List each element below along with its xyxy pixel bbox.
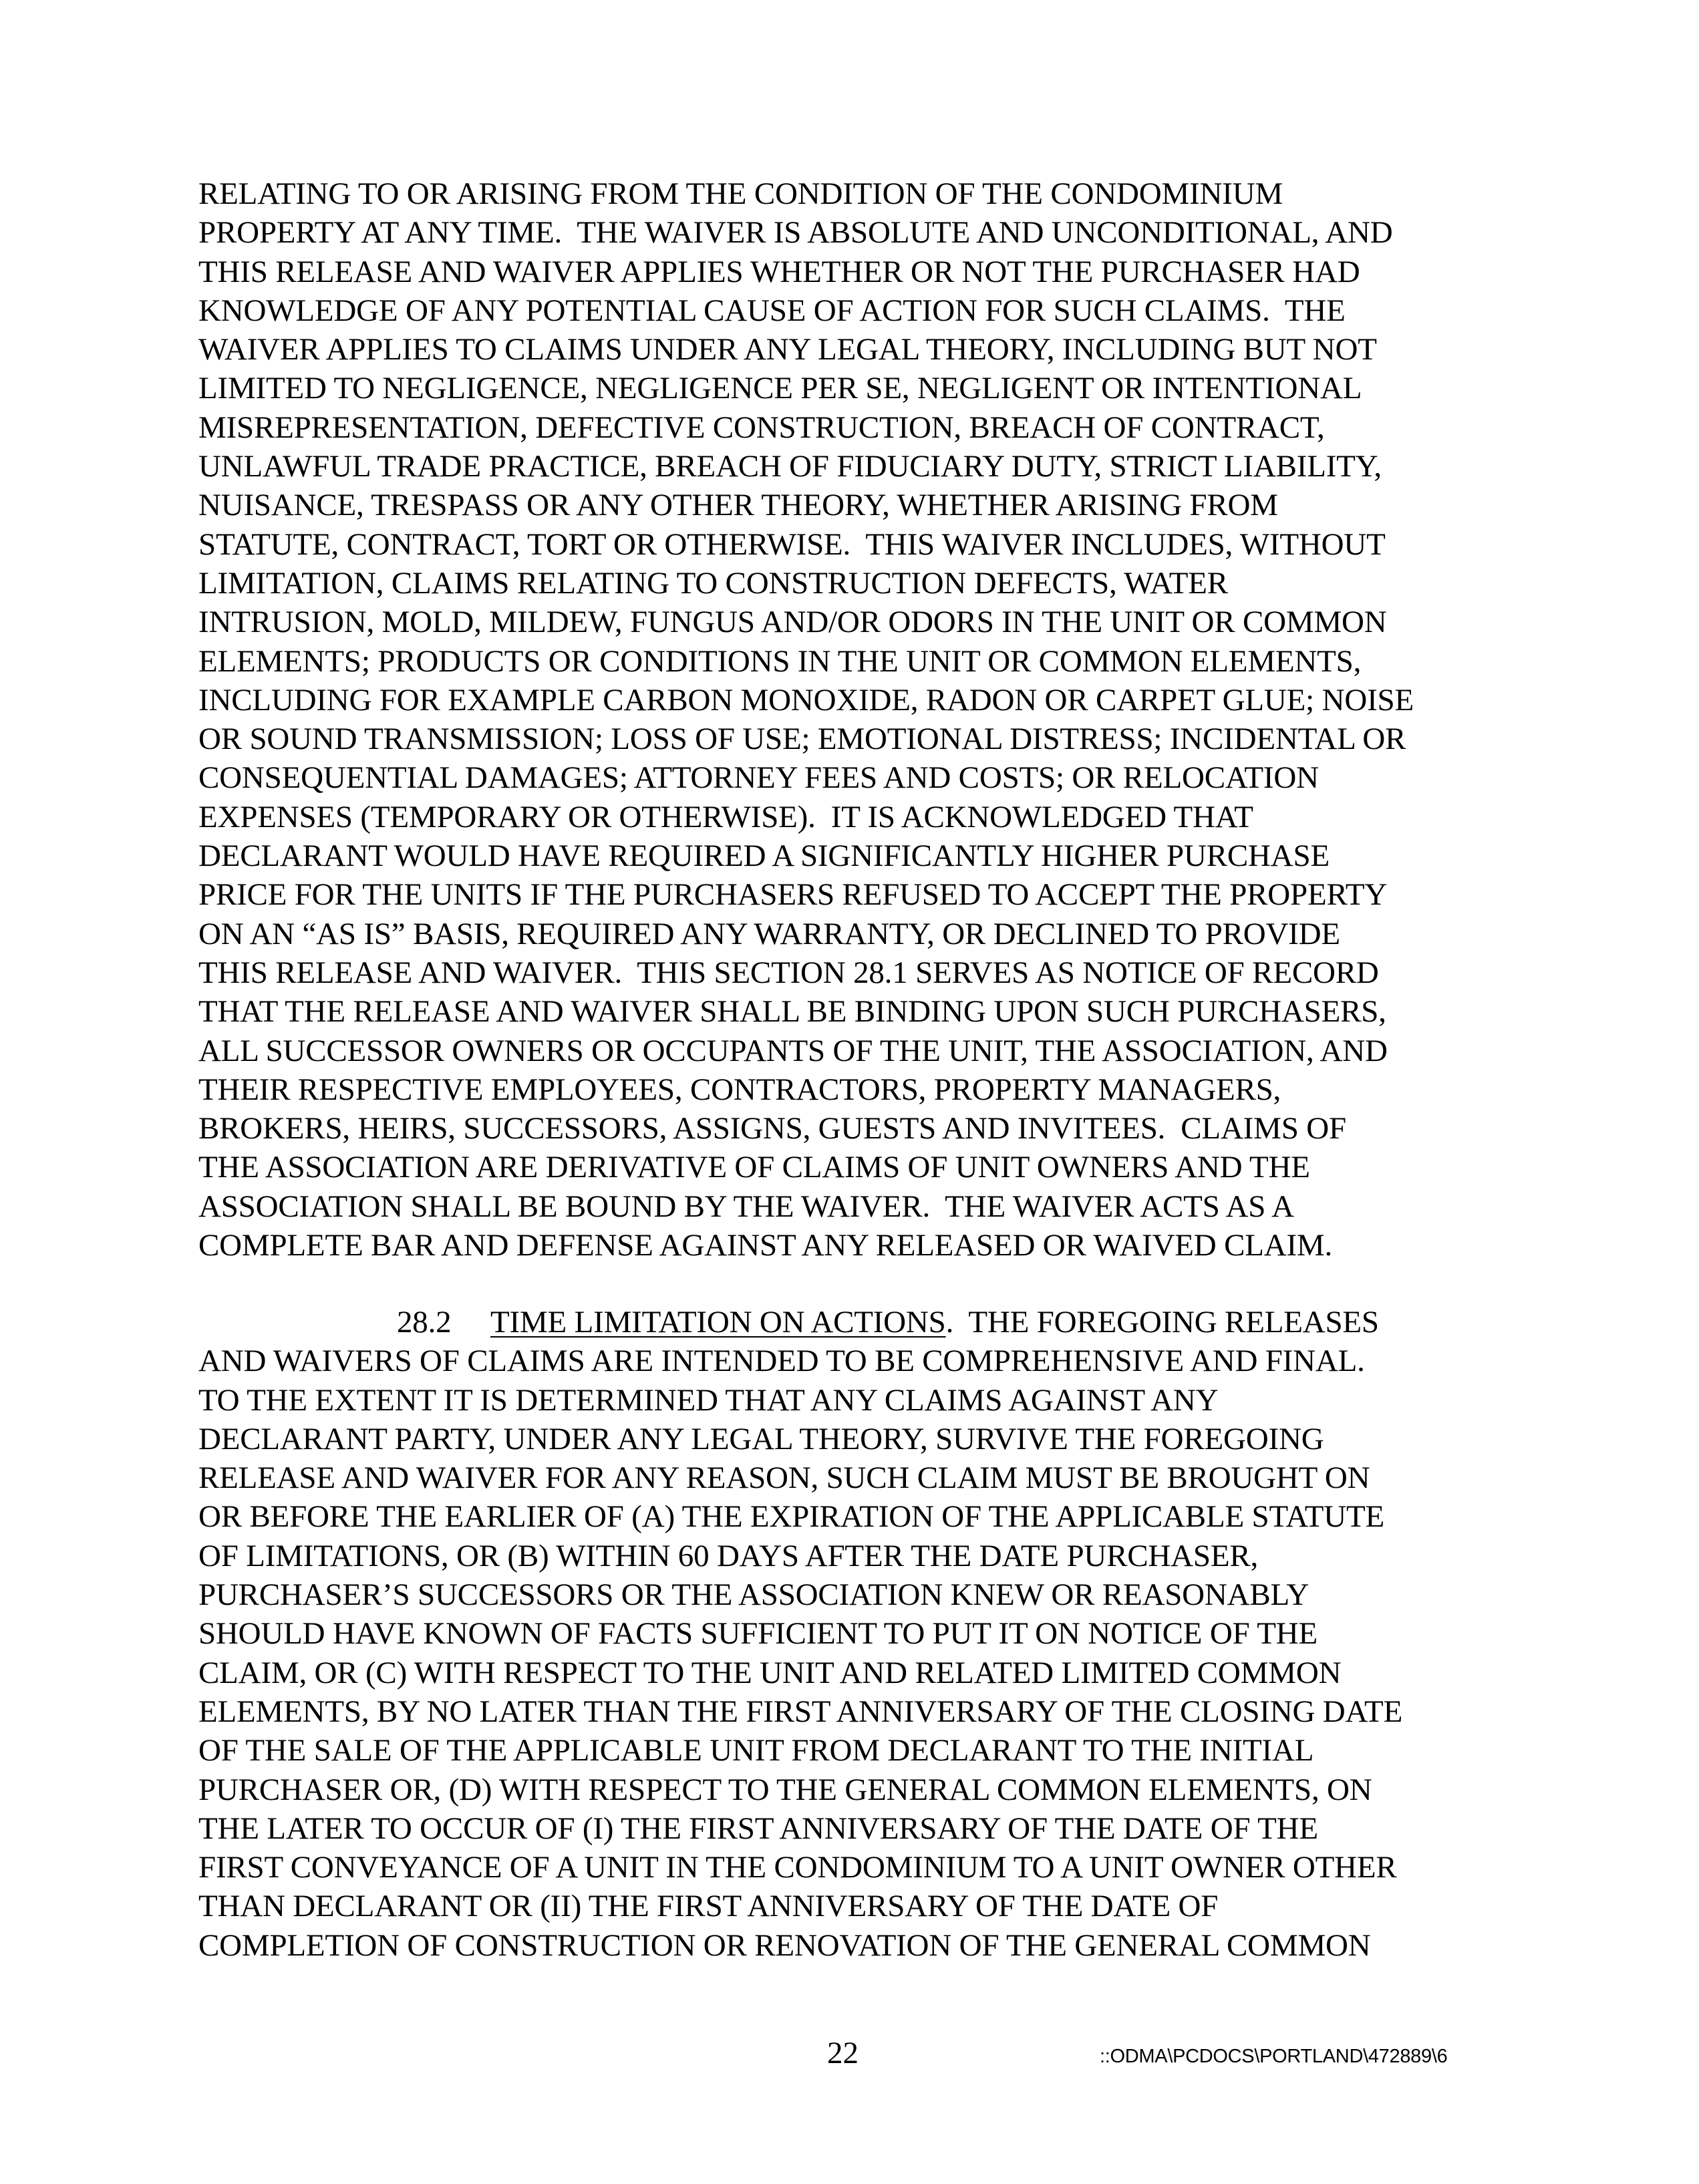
paragraph-line: THE ASSOCIATION ARE DERIVATIVE OF CLAIMS OF UNIT OWNERS AND THE xyxy=(198,1150,1310,1185)
paragraph-line: ON AN “AS IS” BASIS, REQUIRED ANY WARRANTY, OR DECLINED TO PROVIDE xyxy=(198,916,1340,951)
page-number: 22 xyxy=(827,2036,859,2070)
section-heading: TIME LIMITATION ON ACTIONS xyxy=(490,1305,946,1340)
paragraph-line: RELATING TO OR ARISING FROM THE CONDITION OF THE CONDOMINIUM xyxy=(198,176,1283,211)
paragraph-line: PURCHASER’S SUCCESSORS OR THE ASSOCIATION KNEW OR REASONABLY xyxy=(198,1577,1309,1613)
paragraph-line: THEIR RESPECTIVE EMPLOYEES, CONTRACTORS, PROPERTY MANAGERS, xyxy=(198,1072,1281,1107)
paragraph-line: EXPENSES (TEMPORARY OR OTHERWISE). IT IS ACKNOWLEDGED THAT xyxy=(198,799,1253,834)
paragraph-line: COMPLETE BAR AND DEFENSE AGAINST ANY RELEASED OR WAIVED CLAIM. xyxy=(198,1228,1333,1263)
document-id: ::ODMA\PCDOCS\PORTLAND\472889\6 xyxy=(1100,2046,1448,2067)
section-heading-punctuation: . xyxy=(945,1305,954,1340)
paragraph-line: THAT THE RELEASE AND WAIVER SHALL BE BINDING UPON SUCH PURCHASERS, xyxy=(198,994,1386,1030)
paragraph-line: ALL SUCCESSOR OWNERS OR OCCUPANTS OF THE UNIT, THE ASSOCIATION, AND xyxy=(198,1033,1388,1068)
paragraph-line: THIS RELEASE AND WAIVER. THIS SECTION 28.1 SERVES AS NOTICE OF RECORD xyxy=(198,955,1379,990)
paragraph-line: UNLAWFUL TRADE PRACTICE, BREACH OF FIDUCIARY DUTY, STRICT LIABILITY, xyxy=(198,449,1382,484)
paragraph-line: PROPERTY AT ANY TIME. THE WAIVER IS ABSOLUTE AND UNCONDITIONAL, AND xyxy=(198,215,1393,251)
paragraph-line: DECLARANT WOULD HAVE REQUIRED A SIGNIFICANTLY HIGHER PURCHASE xyxy=(198,838,1330,874)
paragraph-line: FIRST CONVEYANCE OF A UNIT IN THE CONDOMINIUM TO A UNIT OWNER OTHER xyxy=(198,1850,1397,1885)
paragraph-line: DECLARANT PARTY, UNDER ANY LEGAL THEORY, SURVIVE THE FOREGOING xyxy=(198,1421,1324,1456)
section-first-line xyxy=(198,1303,1508,1342)
section-first-line-text: THE FOREGOING RELEASES xyxy=(953,1305,1379,1340)
paragraph-line: LIMITED TO NEGLIGENCE, NEGLIGENCE PER SE, NEGLIGENT OR INTENTIONAL xyxy=(198,371,1362,406)
paragraph-line: LIMITATION, CLAIMS RELATING TO CONSTRUCTION DEFECTS, WATER xyxy=(198,565,1228,601)
paragraph-line: OF LIMITATIONS, OR (B) WITHIN 60 DAYS AFTER THE DATE PURCHASER, xyxy=(198,1538,1259,1573)
paragraph-line: OR SOUND TRANSMISSION; LOSS OF USE; EMOTIONAL DISTRESS; INCIDENTAL OR xyxy=(198,722,1406,757)
paragraph-line: KNOWLEDGE OF ANY POTENTIAL CAUSE OF ACTION FOR SUCH CLAIMS. THE xyxy=(198,293,1346,328)
paragraph-line: INCLUDING FOR EXAMPLE CARBON MONOXIDE, RADON OR CARPET GLUE; NOISE xyxy=(198,682,1414,718)
time-limitation-section xyxy=(198,1303,1508,1965)
paragraph-line: MISREPRESENTATION, DEFECTIVE CONSTRUCTION, BREACH OF CONTRACT, xyxy=(198,410,1325,445)
paragraph-line: CLAIM, OR (C) WITH RESPECT TO THE UNIT AND RELATED LIMITED COMMON xyxy=(198,1655,1342,1690)
paragraph-line: STATUTE, CONTRACT, TORT OR OTHERWISE. THIS WAIVER INCLUDES, WITHOUT xyxy=(198,526,1386,562)
paragraph-line: OR BEFORE THE EARLIER OF (A) THE EXPIRATION OF THE APPLICABLE STATUTE xyxy=(198,1499,1384,1535)
paragraph-line: WAIVER APPLIES TO CLAIMS UNDER ANY LEGAL THEORY, INCLUDING BUT NOT xyxy=(198,332,1377,367)
paragraph-line: PRICE FOR THE UNITS IF THE PURCHASERS REFUSED TO ACCEPT THE PROPERTY xyxy=(198,877,1388,913)
release-waiver-paragraph xyxy=(198,174,1508,1265)
paragraph-line: ELEMENTS; PRODUCTS OR CONDITIONS IN THE UNIT OR COMMON ELEMENTS, xyxy=(198,643,1362,679)
paragraph-line: AND WAIVERS OF CLAIMS ARE INTENDED TO BE COMPREHENSIVE AND FINAL. xyxy=(198,1344,1365,1379)
paragraph-line: THE LATER TO OCCUR OF (I) THE FIRST ANNIVERSARY OF THE DATE OF THE xyxy=(198,1811,1318,1846)
paragraph-line: TO THE EXTENT IT IS DETERMINED THAT ANY CLAIMS AGAINST ANY xyxy=(198,1382,1219,1418)
paragraph-line: PURCHASER OR, (D) WITH RESPECT TO THE GENERAL COMMON ELEMENTS, ON xyxy=(198,1772,1372,1807)
paragraph-line: THAN DECLARANT OR (II) THE FIRST ANNIVERSARY OF THE DATE OF xyxy=(198,1889,1219,1924)
paragraph-line: RELEASE AND WAIVER FOR ANY REASON, SUCH CLAIM MUST BE BROUGHT ON xyxy=(198,1460,1370,1496)
paragraph-line: SHOULD HAVE KNOWN OF FACTS SUFFICIENT TO PUT IT ON NOTICE OF THE xyxy=(198,1616,1318,1652)
paragraph-line: BROKERS, HEIRS, SUCCESSORS, ASSIGNS, GUESTS AND INVITEES. CLAIMS OF xyxy=(198,1111,1346,1146)
paragraph-line: ASSOCIATION SHALL BE BOUND BY THE WAIVER. THE WAIVER ACTS AS A xyxy=(198,1189,1294,1224)
paragraph-line: COMPLETION OF CONSTRUCTION OR RENOVATION OF THE GENERAL COMMON xyxy=(198,1927,1371,1963)
paragraph-line: THIS RELEASE AND WAIVER APPLIES WHETHER OR NOT THE PURCHASER HAD xyxy=(198,254,1360,289)
paragraph-line: ELEMENTS, BY NO LATER THAN THE FIRST ANNIVERSARY OF THE CLOSING DATE xyxy=(198,1694,1403,1729)
paragraph-line: OF THE SALE OF THE APPLICABLE UNIT FROM DECLARANT TO THE INITIAL xyxy=(198,1733,1314,1768)
paragraph-line: CONSEQUENTIAL DAMAGES; ATTORNEY FEES AND COSTS; OR RELOCATION xyxy=(198,760,1319,796)
paragraph-line: INTRUSION, MOLD, MILDEW, FUNGUS AND/OR ODORS IN THE UNIT OR COMMON xyxy=(198,605,1387,640)
paragraph-line: NUISANCE, TRESPASS OR ANY OTHER THEORY, WHETHER ARISING FROM xyxy=(198,488,1278,523)
section-number: 28.2 xyxy=(397,1305,452,1340)
